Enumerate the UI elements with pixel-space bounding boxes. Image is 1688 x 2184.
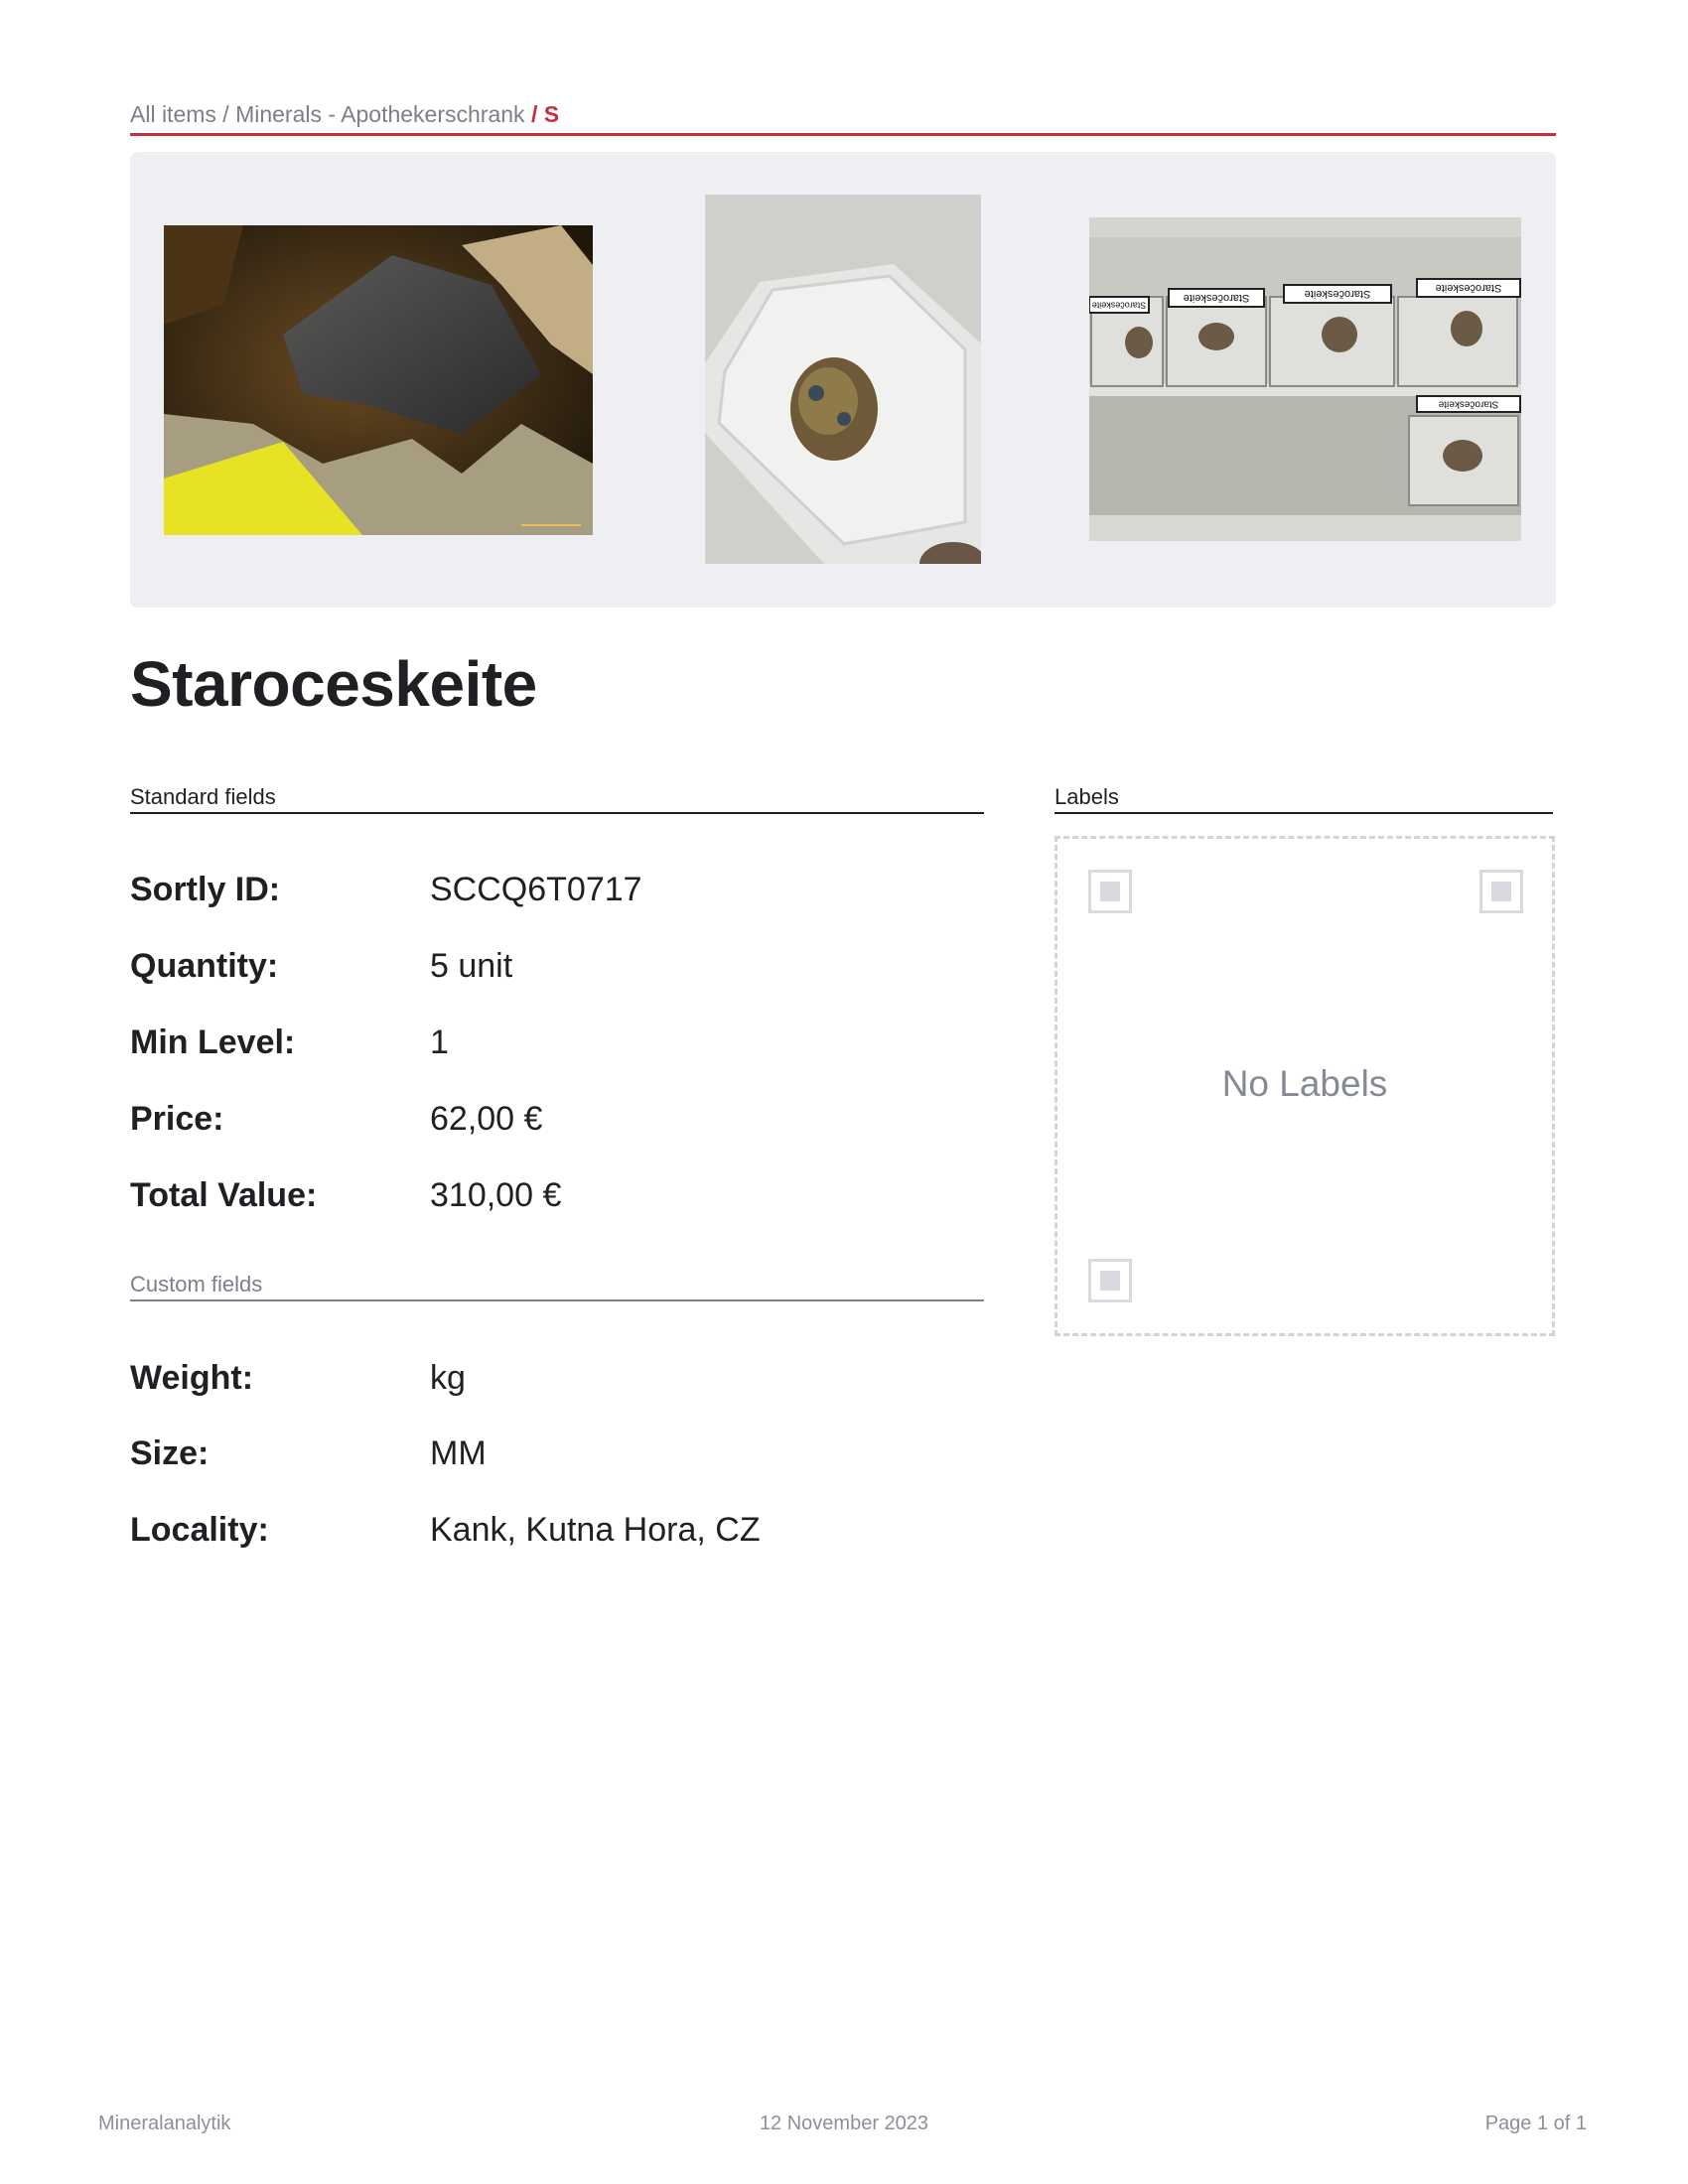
field-label: Price: (130, 1100, 224, 1138)
box-label-text: Staročeskeite (1435, 282, 1502, 295)
photo-gallery (130, 152, 1556, 608)
field-value: MM (430, 1434, 487, 1472)
no-labels-text: No Labels (1221, 1063, 1388, 1104)
field-label: Sortly ID: (130, 871, 281, 908)
field-label: Min Level: (130, 1024, 296, 1061)
corner-marker-icon (1088, 870, 1132, 913)
field-value: Kank, Kutna Hora, CZ (430, 1511, 761, 1549)
corner-marker-icon (1088, 1259, 1132, 1302)
field-value: kg (430, 1359, 466, 1397)
box-label-text: Staročeskeite (1091, 300, 1147, 311)
custom-fields-heading: Custom fields (130, 1270, 984, 1301)
specimen-boxes-image (1089, 217, 1521, 541)
specimen-macro-photo[interactable] (164, 225, 593, 535)
field-label: Size: (130, 1434, 210, 1472)
field-label: Weight: (130, 1359, 254, 1397)
field-value: 1 (430, 1024, 449, 1061)
field-value: 62,00 € (430, 1100, 543, 1138)
box-label-text: Staročeskeite (1183, 292, 1250, 305)
field-label: Total Value: (130, 1176, 318, 1214)
corner-marker-icon (1479, 870, 1523, 913)
item-title: Staroceskeite (130, 648, 537, 720)
field-value: SCCQ6T0717 (430, 871, 642, 908)
field-row-price (130, 1097, 984, 1141)
footer-company: Mineralanalytik (98, 2113, 231, 2134)
field-row-min-level (130, 1021, 984, 1064)
specimen-macro-image (164, 225, 593, 535)
field-row-sortly-id (130, 868, 984, 911)
specimen-in-box-photo[interactable] (705, 195, 981, 564)
specimen-in-box-image (705, 195, 981, 564)
breadcrumb-path[interactable]: All items / Minerals - Apothekerschrank (130, 101, 525, 127)
field-value: 310,00 € (430, 1176, 562, 1214)
labels-heading: Labels (1055, 782, 1553, 814)
field-label: Quantity: (130, 947, 279, 985)
standard-fields-heading: Standard fields (130, 782, 984, 814)
field-value: 5 unit (430, 947, 513, 985)
field-row-total-value (130, 1173, 984, 1217)
field-row-quantity (130, 944, 984, 988)
field-row-size (130, 1432, 984, 1475)
box-label-text: Staročeskeite (1438, 398, 1499, 410)
breadcrumb (130, 97, 1556, 136)
field-row-locality (130, 1508, 984, 1552)
footer-date: 12 November 2023 (759, 2113, 929, 2134)
breadcrumb-current: / S (530, 101, 560, 127)
footer-page-number: Page 1 of 1 (1484, 2113, 1587, 2134)
field-label: Locality: (130, 1511, 269, 1549)
labels-placeholder-box (1055, 836, 1555, 1336)
specimen-boxes-photo[interactable] (1089, 217, 1521, 541)
box-label-text: Staročeskeite (1304, 288, 1371, 301)
field-row-weight (130, 1356, 984, 1400)
